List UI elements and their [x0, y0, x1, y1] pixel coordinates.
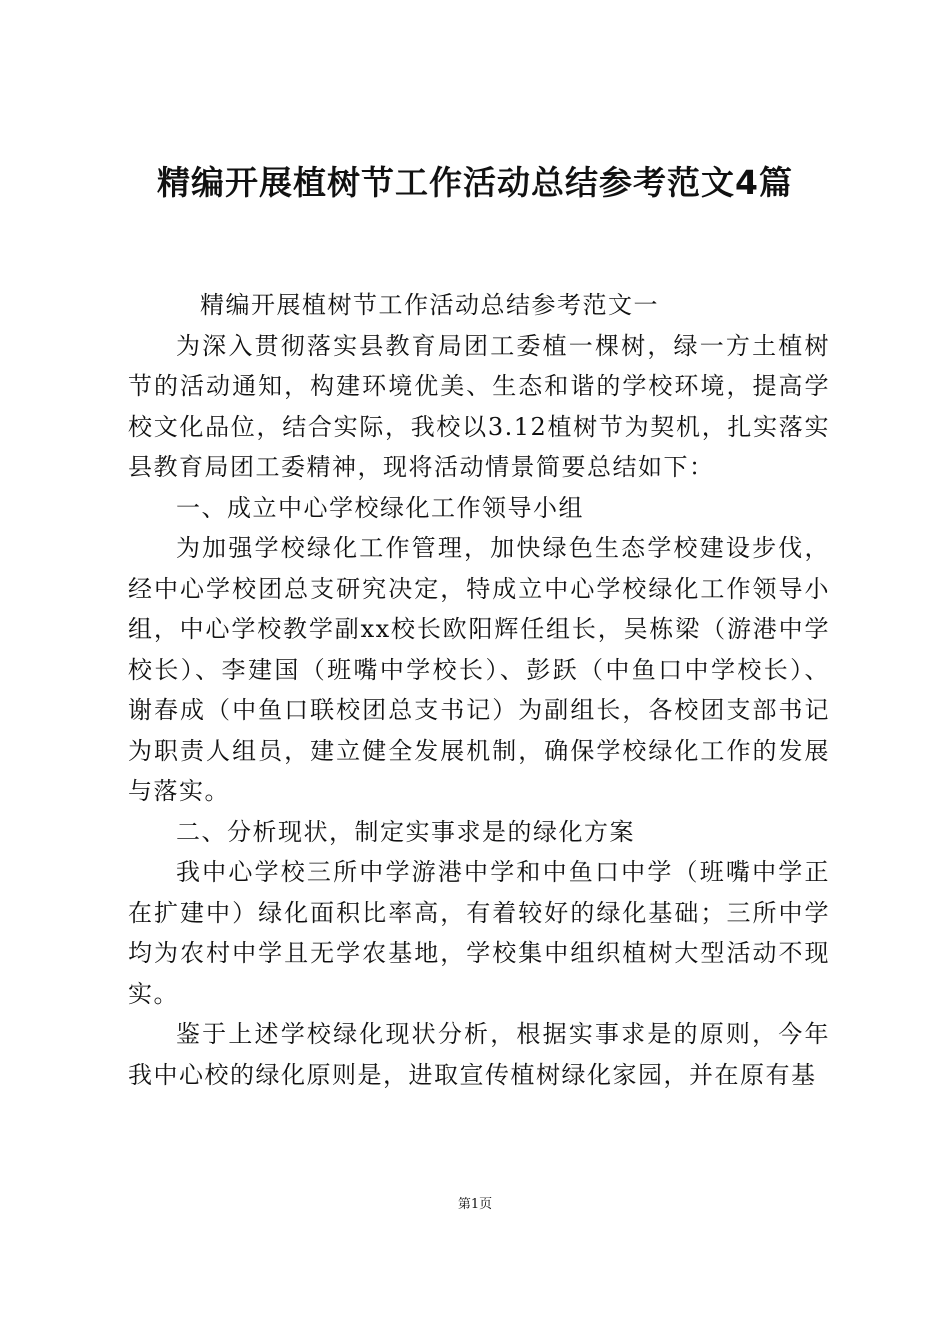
document-title: 精编开展植树节工作活动总结参考范文4篇	[157, 163, 793, 202]
paragraph-intro: 为深入贯彻落实县教育局团工委植一棵树，绿一方土植树节的活动通知，构建环境优美、生态和谐的学校环境，提高学校文化品位，结合实际，我校以3.12植树节为契机，扎实落实县教育局团工委精神，现将活动情景简要总结如下：	[128, 331, 830, 481]
section-subtitle: 精编开展植树节工作活动总结参考范文一	[200, 291, 659, 319]
page-number: 第1页	[457, 1197, 493, 1212]
paragraph-principle: 鉴于上述学校绿化现状分析，根据实事求是的原则，今年我中心校的绿化原则是，进取宣传植树绿化家园，并在原有基	[128, 1020, 830, 1089]
section-heading-2: 二、分析现状，制定实事求是的绿化方案	[176, 817, 635, 846]
section-heading-1: 一、成立中心学校绿化工作领导小组	[176, 493, 584, 522]
paragraph-status: 我中心学校三所中学游港中学和中鱼口中学（班嘴中学正在扩建中）绿化面积比率高，有着较好的绿化基础；三所中学均为农村中学且无学农基地，学校集中组织植树大型活动不现实。	[128, 858, 830, 1008]
document-body	[128, 285, 830, 1095]
paragraph-leadership: 为加强学校绿化工作管理，加快绿色生态学校建设步伐，经中心学校团总支研究决定，特成立中心学校绿化工作领导小组，中心学校教学副xx校长欧阳辉任组长，吴栋梁（游港中学校长）、李建国（班嘴中学校长）、彭跃（中鱼口中学校长）、谢春成（中鱼口联校团总支书记）为副组长，各校团支部书记为职责人组员，建立健全发展机制，确保学校绿化工作的发展与落实。	[128, 534, 830, 805]
